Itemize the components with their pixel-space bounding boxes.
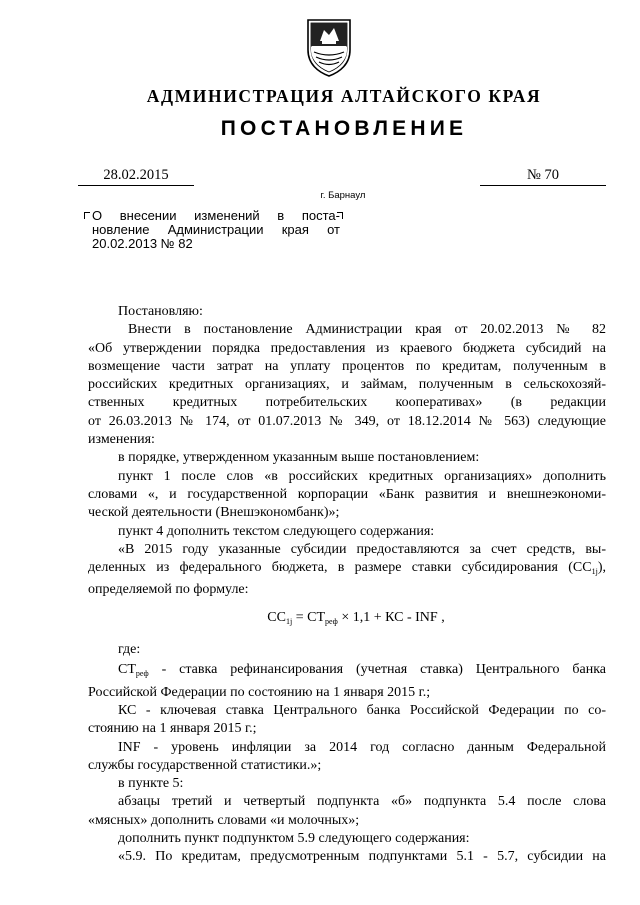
document-date: 28.02.2015 [78, 167, 194, 186]
paragraph-point-5: в пункте 5: [118, 776, 184, 792]
paragraph-amendment [88, 321, 606, 449]
text-line: пункт 1 после слов «в российских кредитных организациях» дополнить [118, 468, 606, 484]
altai-krai-coat-of-arms-icon [300, 16, 358, 78]
document-number: № 70 [480, 167, 606, 186]
organization-title: АДМИНИСТРАЦИЯ АЛТАЙСКОГО КРАЯ [146, 86, 542, 106]
text-line: ческой деятельности (Внешэкономбанк)»; [88, 505, 340, 521]
text-line: службы государственной статистики.»; [88, 757, 322, 773]
subject-left-bracket [84, 212, 90, 219]
text-line: словами «, и государственной корпорации «Банк развития и внешнеэкономи- [88, 486, 606, 502]
text-line: российских кредитных организациях, и займам, полученным в сельскохозяй- [88, 377, 606, 393]
text-line: «мясных» дополнить словами «и молочных»; [88, 812, 360, 828]
document-city: г. Барнаул [320, 190, 366, 201]
document-type-title: ПОСТАНОВЛЕНИЕ [220, 117, 468, 140]
subject-line: новление Администрации края от [92, 222, 340, 237]
text-line: от 26.03.2013 № 174, от 01.07.2013 № 349, от 18.12.2014 № 563) следующие [88, 413, 606, 429]
text-line: «Об утверждении порядка предоставления из краевого бюджета субсидий на [88, 340, 606, 356]
paragraph-subpoint-5-9: «5.9. По кредитам, предусмотренным подпунктами 5.1 - 5.7, субсидии на [118, 849, 606, 865]
text-line: возмещение части затрат на уплату процентов по кредитам, полученным в [88, 358, 606, 374]
paragraph-point-4: пункт 4 дополнить текстом следующего содержания: [118, 523, 435, 539]
subject-line: О внесении изменений в поста- [92, 208, 340, 223]
paragraph-order: в порядке, утвержденном указанным выше постановлением: [118, 450, 480, 466]
paragraph-2015-subsidies [88, 541, 606, 600]
text-line: Российской Федерации по состоянию на 1 января 2015 г.; [88, 684, 431, 700]
text-line: ственных кредитных потребительских кооперативах» (в редакции [88, 395, 606, 411]
decree-word: Постановляю: [118, 304, 203, 319]
subsidy-formula: $СС_{1j} = СТ_{реф} \times 1,1$ + КС - INF , [267, 609, 445, 626]
subject-line: 20.02.2013 № 82 [92, 236, 193, 251]
where-label: где: [118, 642, 141, 658]
text-line: «В 2015 году указанные субсидии предоставляются за счет средств, вы- [118, 541, 606, 557]
document-body [88, 303, 606, 867]
text-line: $СТ_{реф}$ - ставка рефинансирования (учетная ставка) Центрального банка [118, 662, 606, 679]
definition-inf [88, 739, 606, 776]
text-line: деленных из федерального бюджета, в размере ставки субсидирования $(СС_{1j})$, [88, 560, 606, 577]
paragraph-subpoint-5-4 [88, 793, 606, 830]
document-subject [92, 209, 340, 251]
paragraph-point-1 [88, 468, 606, 523]
definition-st [88, 661, 606, 702]
text-line: INF - уровень инфляции за 2014 год согласно данным Федеральной [118, 739, 606, 755]
text-line: Внести в постановление Администрации края от 20.02.2013 № 82 [128, 322, 606, 338]
text-line: стоянию на 1 января 2015 г.; [88, 721, 257, 737]
text-line: абзацы третий и четвертый подпункта «б» подпункта 5.4 после слова [118, 794, 606, 810]
text-line: изменения: [88, 432, 155, 448]
definition-kc [88, 702, 606, 739]
text-line: КС - ключевая ставка Центрального банка Российской Федерации по со- [118, 702, 606, 718]
paragraph-subpoint-5-9-intro: дополнить пункт подпунктом 5.9 следующего содержания: [118, 831, 470, 847]
text-line: определяемой по формуле: [88, 582, 249, 598]
